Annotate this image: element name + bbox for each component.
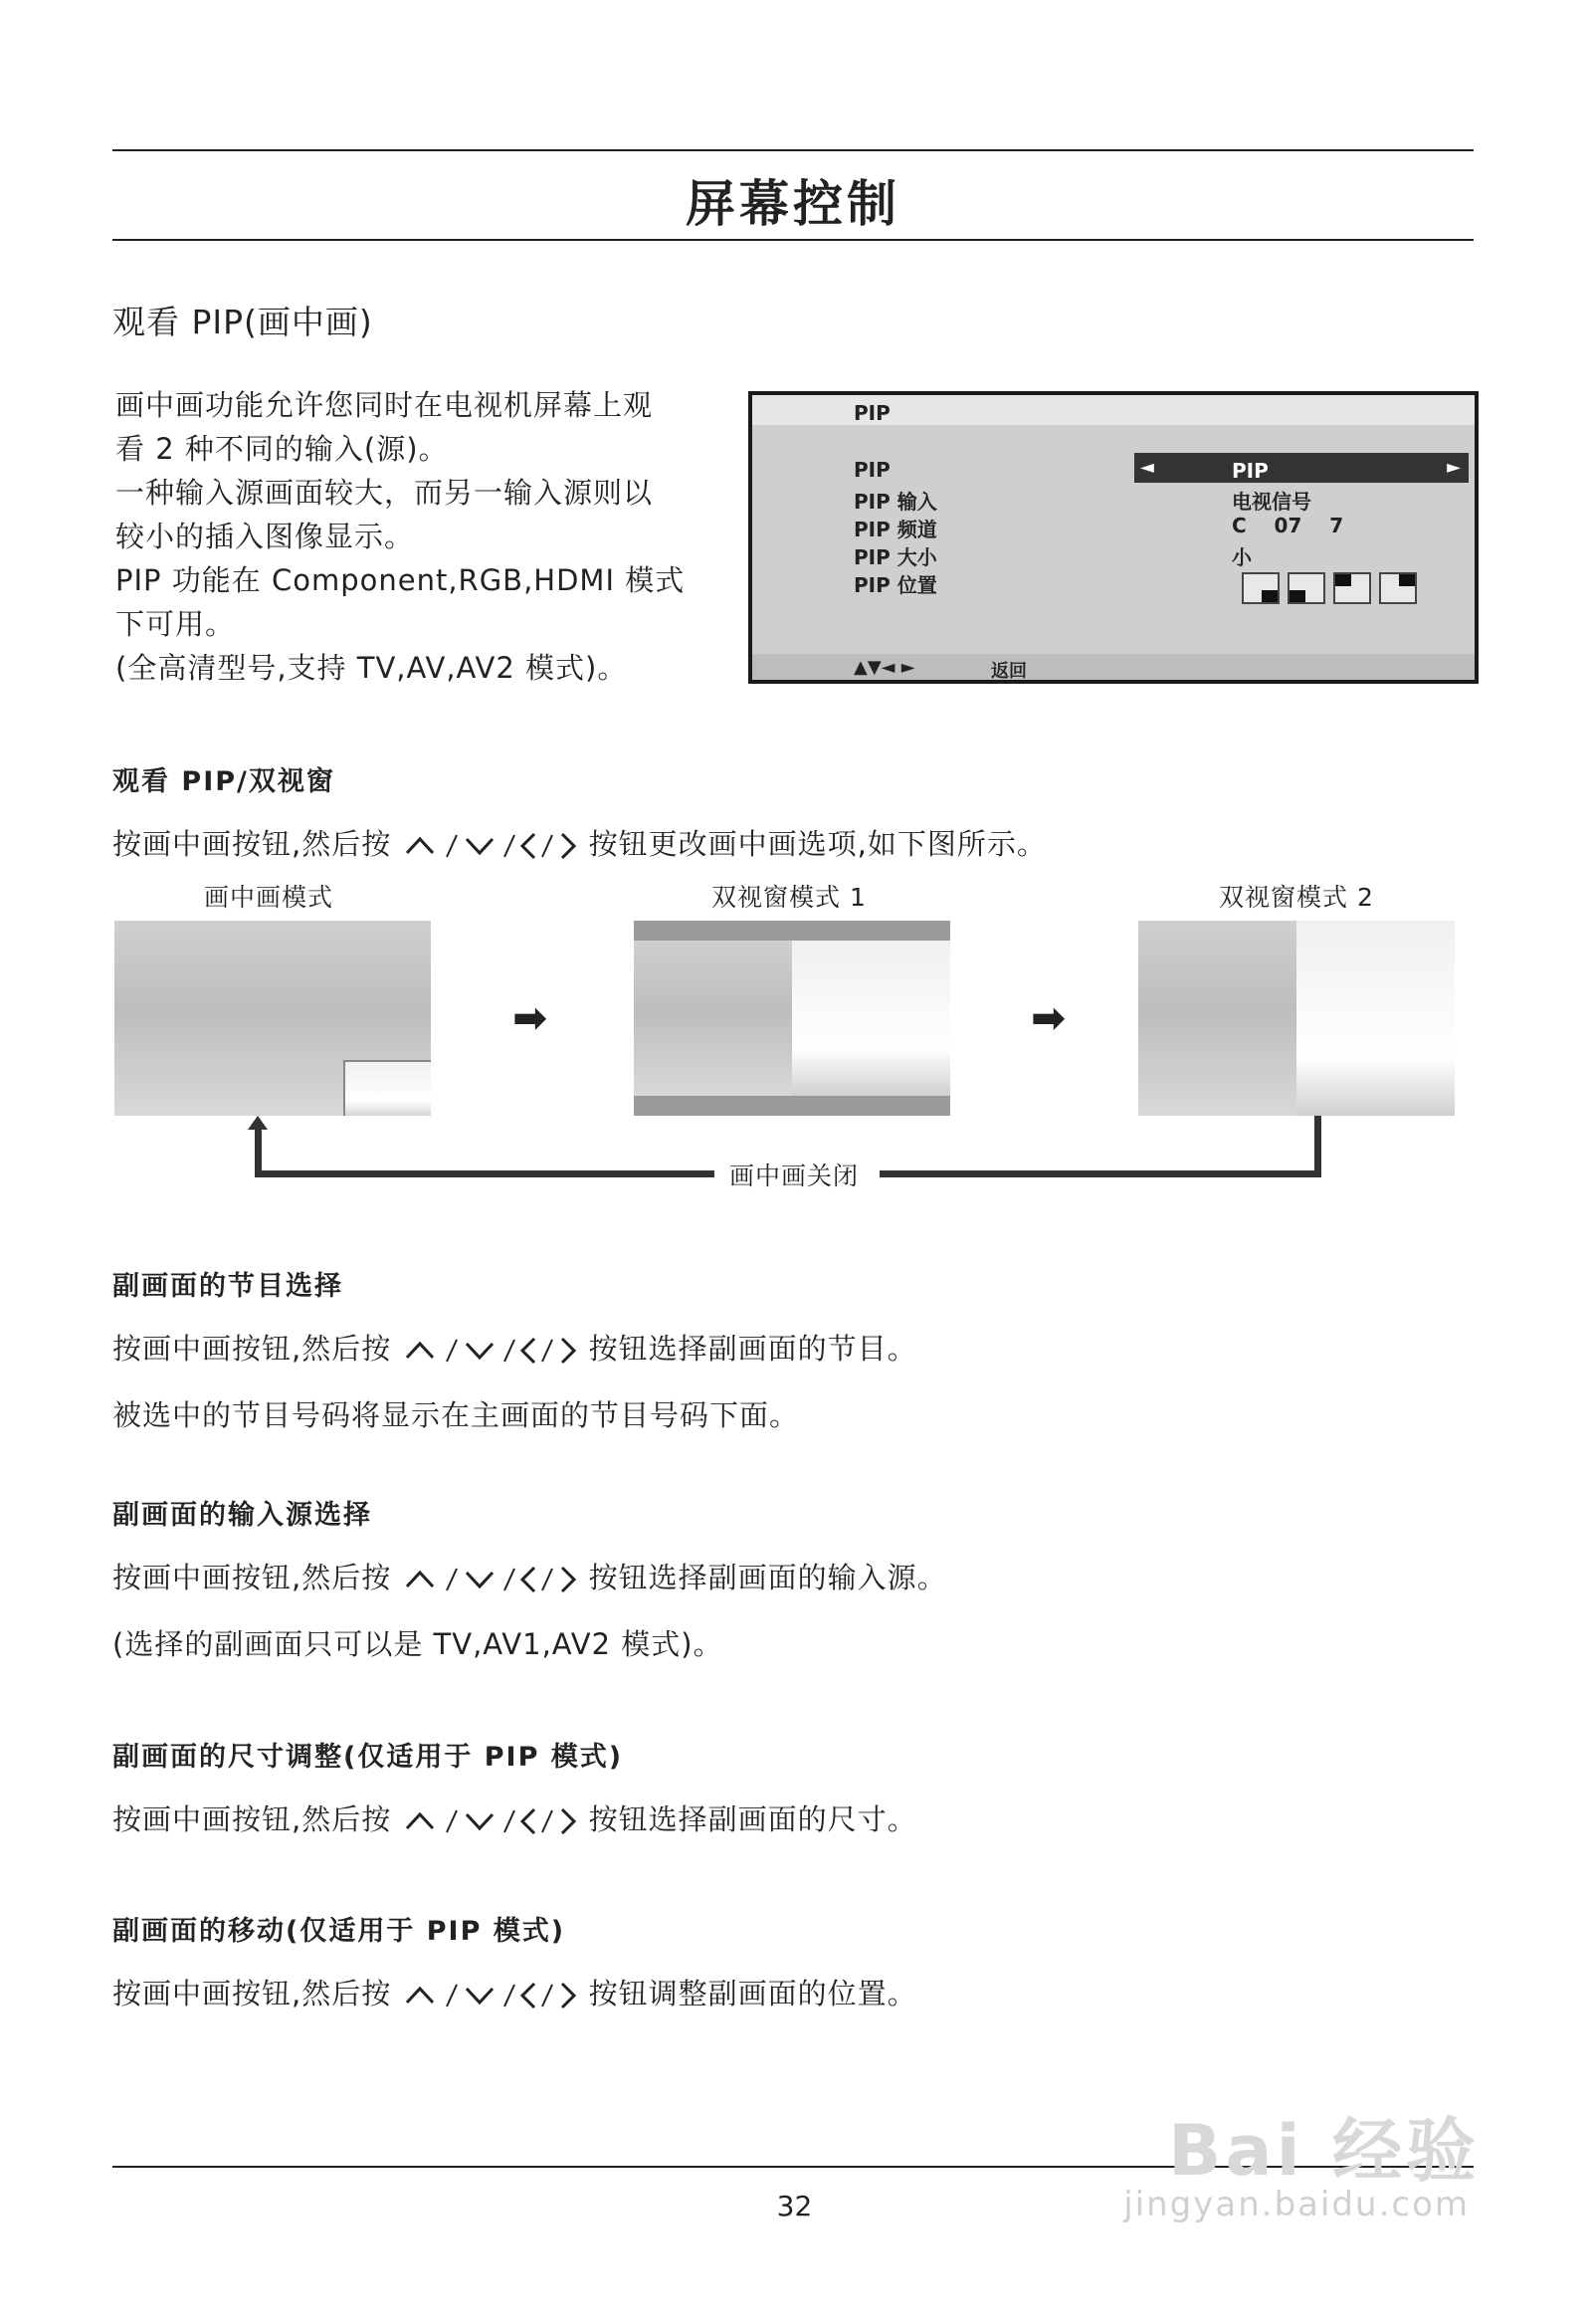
intro-line: 一种输入源画面较大，而另一输入源则以	[115, 476, 654, 510]
watermark-url: jingyan.baidu.com	[1123, 2185, 1470, 2224]
section-heading-dual: 观看 PIP/双视窗	[112, 766, 335, 797]
size-instruction	[112, 1797, 917, 1838]
dual-mode-2-image	[1138, 921, 1455, 1116]
arrow-keys-icon	[401, 1563, 578, 1596]
intro-line: (全高清型号,支持 TV,AV,AV2 模式)。	[115, 651, 628, 685]
instruction-text: 按钮选择副画面的输入源。	[588, 1561, 947, 1594]
intro-line: 画中画功能允许您同时在电视机屏幕上观	[115, 388, 654, 422]
osd-nav-keys: ▲▼◄ ►	[854, 657, 915, 678]
position-bottom-right-icon	[1242, 572, 1280, 604]
osd-label-channel: PIP 频道	[854, 518, 937, 541]
up-arrow-icon	[248, 1116, 268, 1130]
program-instruction	[112, 1327, 917, 1368]
position-top-left-icon	[1333, 572, 1371, 604]
dual2-right-pane	[1296, 921, 1455, 1116]
intro-line: 看 2 种不同的输入(源)。	[115, 432, 449, 466]
osd-value-channel: C 07 7	[1232, 514, 1344, 537]
instruction-text: 按画中画按钮,然后按	[112, 1561, 392, 1594]
osd-label-position: PIP 位置	[854, 573, 937, 597]
section-heading-size: 副画面的尺寸调整(仅适用于 PIP 模式)	[112, 1742, 624, 1773]
osd-value-input: 电视信号	[1232, 490, 1311, 514]
dual1-left-pane	[634, 941, 792, 1096]
dual1-right-pane	[792, 941, 950, 1096]
top-rule	[112, 149, 1474, 151]
instruction-text: 按钮更改画中画选项,如下图所示。	[588, 827, 1047, 861]
dual-instruction	[112, 822, 1047, 863]
pip-inset	[343, 1060, 431, 1116]
mode-caption-pip: 画中画模式	[204, 883, 334, 912]
move-instruction	[112, 1972, 917, 2012]
arrow-keys-icon	[401, 1334, 578, 1368]
flow-arrow-icon: ➡	[512, 993, 548, 1042]
osd-label-pip: PIP	[854, 458, 891, 482]
source-instruction	[112, 1556, 947, 1596]
instruction-text: 按画中画按钮,然后按	[112, 827, 392, 861]
left-arrow-icon: ◄	[1140, 457, 1154, 478]
right-arrow-icon: ►	[1447, 457, 1461, 478]
dual2-left-pane	[1138, 921, 1296, 1116]
loop-line	[880, 1170, 1321, 1177]
section-heading-source: 副画面的输入源选择	[112, 1500, 372, 1531]
section-heading-program: 副画面的节目选择	[112, 1271, 343, 1302]
intro-line: PIP 功能在 Component,RGB,HDMI 模式	[115, 563, 686, 597]
arrow-keys-icon	[401, 829, 578, 863]
loop-line	[1314, 1116, 1321, 1177]
osd-label-input: PIP 输入	[854, 490, 937, 514]
osd-pip-value: PIP	[1232, 459, 1269, 483]
intro-line: 下可用。	[115, 607, 236, 641]
pip-osd-menu	[748, 391, 1479, 684]
instruction-text: 按画中画按钮,然后按	[112, 1332, 392, 1366]
watermark-logo: Bai 经验	[1168, 2110, 1480, 2192]
pip-off-label: 画中画关闭	[729, 1162, 860, 1190]
mode-caption-dual1: 双视窗模式 1	[711, 883, 867, 912]
pip-mode-image	[114, 921, 431, 1116]
position-top-right-icon	[1379, 572, 1417, 604]
osd-footer	[752, 654, 1475, 680]
instruction-text: 按钮选择副画面的尺寸。	[588, 1802, 917, 1836]
arrow-keys-icon	[401, 1979, 578, 2012]
mode-caption-dual2: 双视窗模式 2	[1219, 883, 1374, 912]
program-note: 被选中的节目号码将显示在主画面的节目号码下面。	[112, 1398, 800, 1432]
arrow-keys-icon	[401, 1804, 578, 1838]
page-title: 屏幕控制	[686, 175, 900, 233]
osd-title: PIP	[854, 401, 891, 425]
section-heading-move: 副画面的移动(仅适用于 PIP 模式)	[112, 1916, 566, 1947]
instruction-text: 按钮选择副画面的节目。	[588, 1332, 917, 1366]
section-heading-pip: 观看 PIP(画中画)	[112, 303, 373, 341]
loop-line	[255, 1128, 262, 1177]
instruction-text: 按钮调整副画面的位置。	[588, 1977, 917, 2010]
osd-title-bar	[752, 395, 1475, 425]
source-note: (选择的副画面只可以是 TV,AV1,AV2 模式)。	[112, 1627, 723, 1661]
osd-return-label: 返回	[991, 661, 1027, 682]
title-rule	[112, 239, 1474, 241]
intro-paragraph	[115, 383, 712, 690]
intro-line: 较小的插入图像显示。	[115, 520, 415, 553]
instruction-text: 按画中画按钮,然后按	[112, 1802, 392, 1836]
position-bottom-left-icon	[1288, 572, 1325, 604]
page-number: 32	[776, 2190, 813, 2222]
instruction-text: 按画中画按钮,然后按	[112, 1977, 392, 2010]
flow-arrow-icon: ➡	[1031, 993, 1067, 1042]
osd-selected-row	[1134, 453, 1469, 483]
dual-mode-1-image	[634, 921, 950, 1116]
osd-value-size: 小	[1232, 545, 1252, 569]
osd-label-size: PIP 大小	[854, 545, 937, 569]
loop-line	[255, 1170, 714, 1177]
